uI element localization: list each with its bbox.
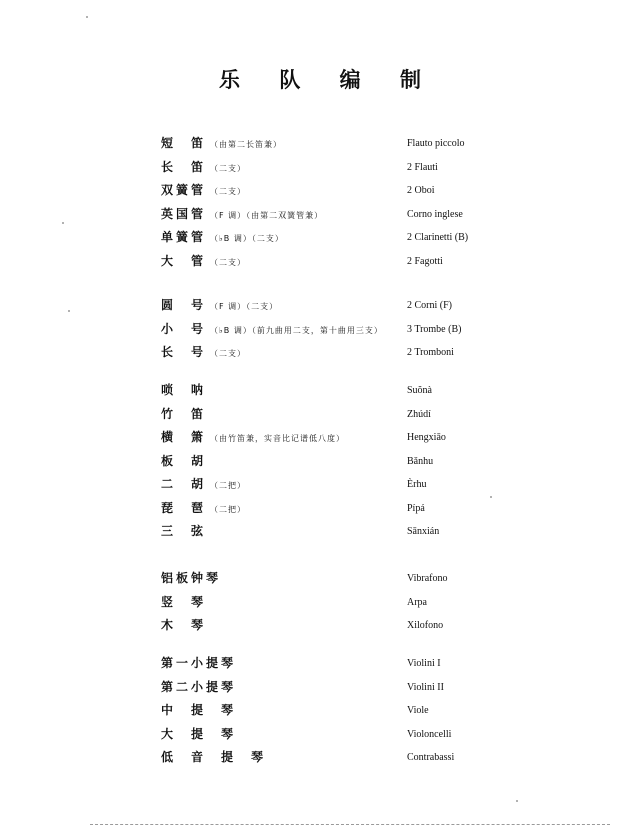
instrument-name-text: 大 管 bbox=[161, 253, 207, 268]
instrument-row bbox=[0, 748, 640, 768]
instrument-name-text: 低 音 提 琴 bbox=[161, 750, 267, 764]
instrument-name-chinese bbox=[161, 522, 206, 540]
instrument-row bbox=[0, 725, 640, 745]
instrument-row bbox=[0, 343, 640, 363]
instrument-note: （由第二长笛兼） bbox=[210, 140, 283, 149]
instrument-name-chinese bbox=[161, 678, 236, 696]
scan-speck bbox=[490, 496, 492, 498]
instrument-name-text: 圆 号 bbox=[161, 298, 207, 312]
scan-speck bbox=[86, 16, 88, 18]
instrument-name-chinese bbox=[161, 296, 278, 316]
instrument-row bbox=[0, 654, 640, 674]
instrument-note: （二把） bbox=[210, 504, 247, 514]
instrument-name-italian: Sānxián bbox=[407, 526, 440, 537]
instrument-name-chinese bbox=[161, 134, 282, 154]
instrument-name-italian: 3 Trombe (B) bbox=[407, 323, 462, 335]
instrument-name-italian: Xilofono bbox=[407, 620, 444, 631]
instrument-name-italian: Flauto piccolo bbox=[407, 138, 465, 149]
instrument-name-chinese bbox=[161, 320, 383, 340]
instrument-note: （二支） bbox=[210, 163, 247, 173]
instrument-note: （二把） bbox=[210, 481, 247, 490]
instrument-note: （♭B 调）（前九曲用二支，第十曲用三支） bbox=[210, 325, 383, 335]
instrument-row bbox=[0, 593, 640, 613]
instrument-name-italian: Pípá bbox=[407, 502, 425, 514]
instrument-row bbox=[0, 522, 640, 542]
instrument-name-chinese bbox=[161, 405, 206, 423]
instrument-name-italian: 2 Corni (F) bbox=[407, 300, 452, 311]
instrument-name-chinese bbox=[161, 228, 284, 248]
instrument-name-text: 三 弦 bbox=[161, 524, 207, 538]
instrument-row bbox=[0, 296, 640, 316]
scan-speck bbox=[68, 310, 70, 312]
instrument-name-text: 琵 琶 bbox=[161, 500, 207, 515]
instrument-name-chinese bbox=[161, 499, 246, 519]
instrument-name-italian: 2 Tromboni bbox=[407, 347, 454, 358]
instrument-row bbox=[0, 228, 640, 248]
instrument-name-text: 中 提 琴 bbox=[161, 703, 237, 717]
instrument-name-text: 竖 琴 bbox=[161, 594, 207, 609]
instrument-name-italian: Hengxiāo bbox=[407, 432, 446, 443]
instrument-name-italian: Violoncelli bbox=[407, 728, 452, 740]
instrument-name-text: 英国管 bbox=[161, 206, 207, 221]
instrument-name-text: 小 号 bbox=[161, 321, 207, 336]
instrument-row bbox=[0, 205, 640, 225]
instrument-name-italian: 2 Clarinetti (B) bbox=[407, 232, 469, 243]
instrument-name-text: 木 琴 bbox=[161, 618, 207, 632]
instrument-name-chinese bbox=[161, 343, 246, 363]
instrument-name-italian: Suŏnà bbox=[407, 385, 432, 396]
instrument-row bbox=[0, 616, 640, 636]
instrument-name-italian: 2 Fagotti bbox=[407, 255, 443, 267]
instrument-name-italian: Bǎnhu bbox=[407, 455, 434, 467]
instrument-name-italian: Èrhu bbox=[407, 479, 427, 490]
instrument-name-italian: Violini II bbox=[407, 681, 444, 693]
instrument-name-italian: Corno inglese bbox=[407, 208, 463, 220]
instrument-row bbox=[0, 134, 640, 154]
instrument-name-chinese bbox=[161, 725, 236, 743]
instrument-name-text: 单簧管 bbox=[161, 230, 207, 244]
instrument-name-italian: 2 Oboi bbox=[407, 185, 435, 196]
instrument-name-chinese bbox=[161, 181, 246, 201]
instrument-row bbox=[0, 475, 640, 495]
instrument-row bbox=[0, 499, 640, 519]
instrument-name-text: 铝板钟琴 bbox=[161, 571, 222, 585]
instrument-note: （F 调）（二支） bbox=[210, 302, 279, 311]
instrument-name-chinese bbox=[161, 205, 323, 225]
instrument-name-italian: Contrabassi bbox=[407, 752, 455, 763]
instrument-name-chinese bbox=[161, 569, 221, 587]
instrument-note: （F 调）（由第二双簧管兼） bbox=[210, 210, 324, 220]
instrument-row bbox=[0, 428, 640, 448]
instrument-name-italian: Viole bbox=[407, 705, 429, 716]
instrument-name-text: 二 胡 bbox=[161, 477, 207, 491]
instrument-row bbox=[0, 252, 640, 272]
instrument-name-chinese bbox=[161, 654, 236, 672]
page-title: 乐 队 编 制 bbox=[219, 68, 437, 92]
instrument-name-chinese bbox=[161, 475, 246, 495]
instrument-name-chinese bbox=[161, 748, 266, 766]
instrument-name-text: 横 箫 bbox=[161, 430, 207, 444]
instrument-note: （♭B 调）（二支） bbox=[210, 234, 284, 243]
instrument-row bbox=[0, 181, 640, 201]
instrument-name-text: 唢 呐 bbox=[161, 383, 207, 397]
instrument-note: （二支） bbox=[210, 349, 247, 358]
instrument-name-text: 板 胡 bbox=[161, 453, 207, 468]
scan-speck bbox=[516, 800, 518, 802]
instrument-name-chinese bbox=[161, 701, 236, 719]
instrument-name-text: 大 提 琴 bbox=[161, 726, 237, 741]
instrument-name-text: 长 号 bbox=[161, 345, 207, 359]
instrument-name-italian: Zhúdí bbox=[407, 408, 431, 420]
instrument-name-text: 长 笛 bbox=[161, 159, 207, 174]
instrument-note: （由竹笛兼，实音比记谱低八度） bbox=[210, 434, 346, 443]
instrument-note: （二支） bbox=[210, 257, 247, 267]
instrument-name-text: 竹 笛 bbox=[161, 406, 207, 421]
instrument-name-text: 短 笛 bbox=[161, 136, 207, 150]
instrument-name-text: 第一小提琴 bbox=[161, 656, 237, 670]
instrument-name-text: 第二小提琴 bbox=[161, 679, 237, 694]
instrument-row bbox=[0, 381, 640, 401]
instrument-name-chinese bbox=[161, 428, 345, 448]
instrument-name-italian: Violini I bbox=[407, 658, 441, 669]
instrument-name-chinese bbox=[161, 252, 246, 272]
instrument-row bbox=[0, 452, 640, 472]
scan-speck bbox=[62, 222, 64, 224]
instrument-row bbox=[0, 678, 640, 698]
instrument-row bbox=[0, 320, 640, 340]
instrument-name-italian: Arpa bbox=[407, 596, 427, 608]
instrument-row bbox=[0, 569, 640, 589]
instrument-name-chinese bbox=[161, 616, 206, 634]
instrument-name-chinese bbox=[161, 452, 206, 470]
instrument-name-text: 双簧管 bbox=[161, 183, 207, 197]
instrument-name-chinese bbox=[161, 158, 246, 178]
instrument-note: （二支） bbox=[210, 187, 247, 196]
instrument-row bbox=[0, 158, 640, 178]
instrument-name-chinese bbox=[161, 593, 206, 611]
scan-edge-line bbox=[90, 824, 610, 827]
instrument-name-chinese bbox=[161, 381, 206, 399]
instrument-row bbox=[0, 405, 640, 425]
instrument-name-italian: Vibrafono bbox=[407, 573, 448, 584]
instrument-row bbox=[0, 701, 640, 721]
instrument-name-italian: 2 Flauti bbox=[407, 161, 438, 173]
